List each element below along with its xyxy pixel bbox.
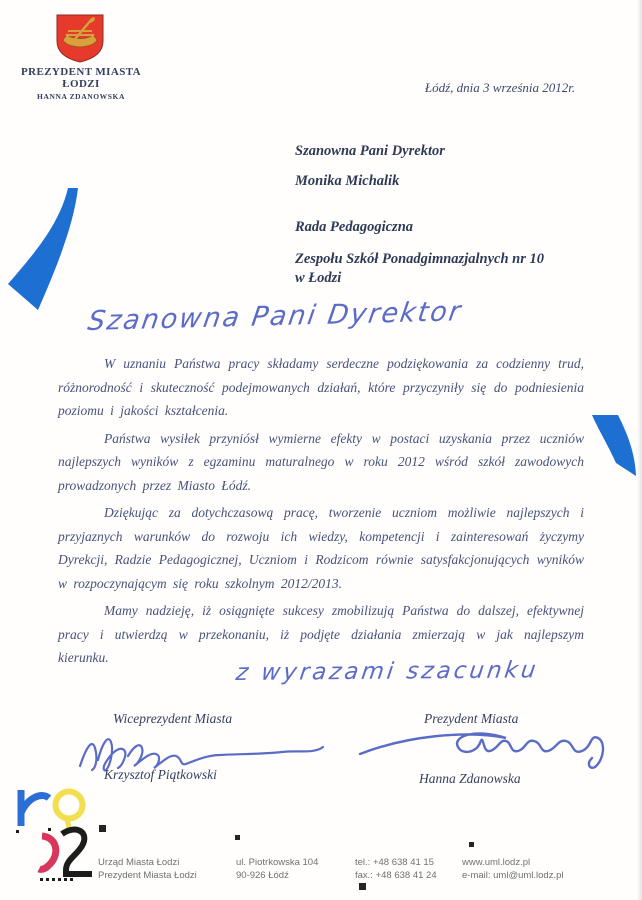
lodz-kreuje-logo bbox=[12, 786, 96, 888]
footer-office-column bbox=[98, 856, 197, 882]
footer-line: Urząd Miasta Łodzi bbox=[98, 857, 180, 868]
letterhead-officeholder: HANNA ZDANOWSKA bbox=[37, 92, 125, 101]
footer-line: 90-926 Łódź bbox=[236, 870, 289, 881]
right-signature-ink bbox=[354, 716, 626, 774]
paragraph-1: W uznaniu Państwa pracy składamy serdeczne podziękowania za codzienny trud, różnorodność i skuteczność podejmowanych działań, które przyczyniły się do podniesienia poziomu i jakości kształcenia. bbox=[58, 356, 584, 418]
footer-marker-square bbox=[359, 883, 366, 890]
paragraph-3: Dziękując za dotychczasową pracę, tworzenie uczniom możliwie najlepszych i przyjaznych warunków do rozwoju ich wiedzy, kompetencji i zainteresowań życzymy Dyrekcji, Radzie Pedagogicznej, Uczniom i Rodzicom równie satysfakcjonujących wyników w rozpoczynającym się roku szkolnym 2012/2013. bbox=[58, 505, 584, 591]
handwritten-greeting: Szanowna Pani Dyrektor bbox=[85, 296, 465, 338]
footer-marker-square bbox=[235, 835, 240, 840]
letterhead-office: PREZYDENT MIASTA ŁODZI bbox=[21, 66, 141, 90]
right-signature-name: Hanna Zdanowska bbox=[419, 771, 521, 786]
right-signature-title: Prezydent Miasta bbox=[424, 711, 519, 726]
letterhead bbox=[6, 66, 156, 101]
paragraph-2: Państwa wysiłek przyniósł wymierne efekty w postaci uzyskania przez uczniów najlepszych wyników z egzaminu maturalnego w roku 2012 wśród szkół zawodowych prowadzonych przez Miasto Łódź. bbox=[58, 430, 584, 493]
footer-marker-square bbox=[99, 825, 106, 832]
letter-body bbox=[58, 352, 584, 674]
footer-line: fax.: +48 638 41 24 bbox=[355, 870, 437, 881]
blue-swoosh-left bbox=[4, 182, 84, 314]
recipient-council: Rada Pedagogiczna bbox=[295, 219, 414, 235]
recipient-name: Monika Michalik bbox=[295, 173, 400, 189]
lodz-coat-of-arms-icon bbox=[54, 13, 106, 63]
handwritten-closing: z wyrazami szacunku bbox=[234, 657, 541, 687]
footer-web-column bbox=[462, 856, 564, 882]
footer-line: tel.: +48 638 41 15 bbox=[355, 857, 434, 868]
dateline: Łódź, dnia 3 września 2012r. bbox=[424, 80, 576, 95]
blue-swoosh-right bbox=[590, 413, 642, 487]
recipient-salutation: Szanowna Pani Dyrektor bbox=[295, 143, 445, 159]
left-signature-title: Wiceprezydent Miasta bbox=[113, 711, 233, 726]
recipient-school-line2: w Łodzi bbox=[295, 270, 342, 286]
scan-edge-shadow bbox=[637, 0, 642, 900]
recipient-school-line1: Zespołu Szkół Ponadgimnazjalnych nr 10 bbox=[295, 251, 544, 267]
footer-line: www.uml.lodz.pl bbox=[462, 857, 531, 868]
footer-marker-square bbox=[469, 842, 474, 847]
left-signature-name: Krzysztof Piątkowski bbox=[104, 767, 217, 782]
footer-address-column bbox=[236, 856, 318, 882]
footer-line: Prezydent Miasta Łodzi bbox=[98, 870, 197, 881]
footer-phone-column bbox=[355, 856, 437, 882]
paragraph-4: Mamy nadzieję, iż osiągnięte sukcesy zmobilizują Państwa do dalszej, efektywnej pracy i utwierdzą w przekonaniu, iż podjęte działania zmierzają w jak najlepszym kierunku. bbox=[58, 603, 584, 665]
footer-line: e-mail: uml@uml.lodz.pl bbox=[462, 870, 564, 881]
footer-line: ul. Piotrkowska 104 bbox=[236, 857, 319, 868]
